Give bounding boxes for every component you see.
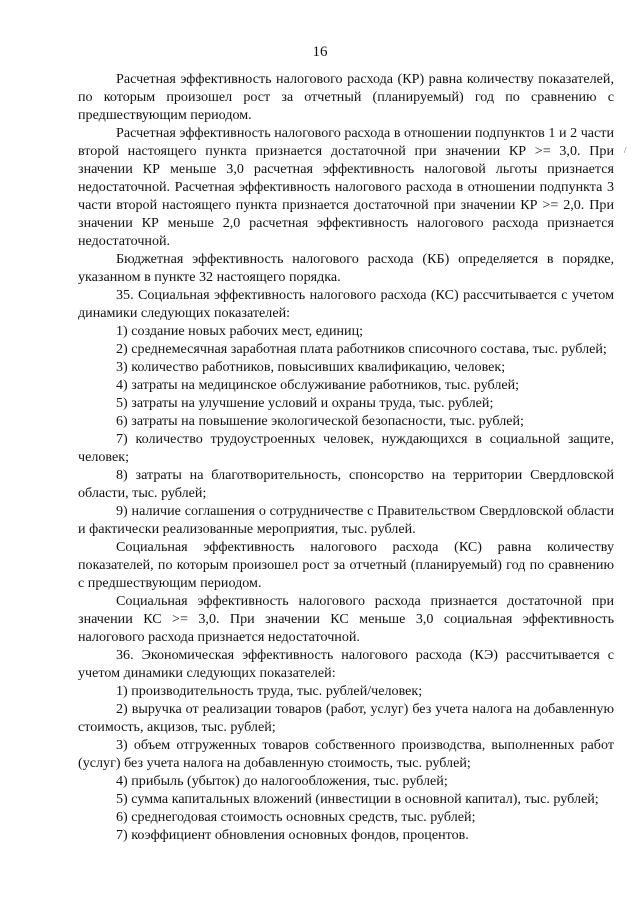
paragraph: Расчетная эффективность налогового расхода (КР) равна количеству показателей, по которым произошел рост за отчетный (планируемый) год по сравнению с предшествующим периодом. <box>78 71 614 123</box>
paragraph: Социальная эффективность налогового расхода (КС) равна количеству показателей, по которым произошел рост за отчетный (планируемый) год по сравнению с предшествующим периодом. <box>78 539 614 591</box>
list-item: 9) наличие соглашения о сотрудничестве с Правительством Свердловской области и фактически реализованные мероприятия, тыс. рублей. <box>78 503 614 537</box>
page-number: 16 <box>312 44 328 60</box>
list-item: 2) выручка от реализации товаров (работ, услуг) без учета налога на добавленную стоимость, акцизов, тыс. рублей; <box>78 701 614 735</box>
paragraph: Расчетная эффективность налогового расхода в отношении подпунктов 1 и 2 части второй настоящего пункта признается достаточной при значении КР >= 3,0. При значении КР меньше 3,0 расчетная эффективность налоговой льготы признается недостаточной. Расчетная эффективность налогового расхода в отношении подпункта 3 части второй настоящего пункта признается достаточной при значении КР >= 2,0. При значении КР меньше 2,0 расчетная эффективность налогового расхода признается недостаточной. <box>78 125 614 249</box>
list-item: 5) затраты на улучшение условий и охраны труда, тыс. рублей; <box>116 395 494 411</box>
list-item: 4) затраты на медицинское обслуживание работников, тыс. рублей; <box>116 377 520 393</box>
list-item: 7) количество трудоустроенных человек, нуждающихся в социальной защите, человек; <box>78 431 614 465</box>
list-item: 7) коэффициент обновления основных фондов, процентов. <box>116 827 469 843</box>
list-item: 1) создание новых рабочих мест, единиц; <box>116 323 364 339</box>
list-item: 6) среднегодовая стоимость основных средств, тыс. рублей; <box>116 809 476 825</box>
paragraph: 35. Социальная эффективность налогового расхода (КС) рассчитывается с учетом динамики следующих показателей: <box>78 287 614 321</box>
list-item: 5) сумма капитальных вложений (инвестиции в основной капитал), тыс. рублей; <box>116 791 599 807</box>
list-item: 6) затраты на повышение экологической безопасности, тыс. рублей; <box>116 413 524 429</box>
scan-mark: / <box>624 145 627 155</box>
paragraph: Бюджетная эффективность налогового расхода (КБ) определяется в порядке, указанном в пункте 32 настоящего порядка. <box>78 251 614 285</box>
document-body <box>78 70 614 844</box>
list-item: 3) количество работников, повысивших квалификацию, человек; <box>116 359 506 375</box>
list-item: 4) прибыль (убыток) до налогообложения, тыс. рублей; <box>116 773 448 789</box>
paragraph: 36. Экономическая эффективность налогового расхода (КЭ) рассчитывается с учетом динамики следующих показателей: <box>78 647 614 681</box>
paragraph: Социальная эффективность налогового расхода признается достаточной при значении КС >= 3,0. При значении КС меньше 3,0 социальная эффективность налогового расхода признается недостаточной. <box>78 593 614 645</box>
list-item: 8) затраты на благотворительность, спонсорство на территории Свердловской области, тыс. рублей; <box>78 467 614 501</box>
list-item: 1) производительность труда, тыс. рублей/человек; <box>116 683 423 699</box>
list-item: 3) объем отгруженных товаров собственного производства, выполненных работ (услуг) без учета налога на добавленную стоимость, тыс. рублей; <box>78 737 614 771</box>
list-item: 2) среднемесячная заработная плата работников списочного состава, тыс. рублей; <box>116 341 607 357</box>
